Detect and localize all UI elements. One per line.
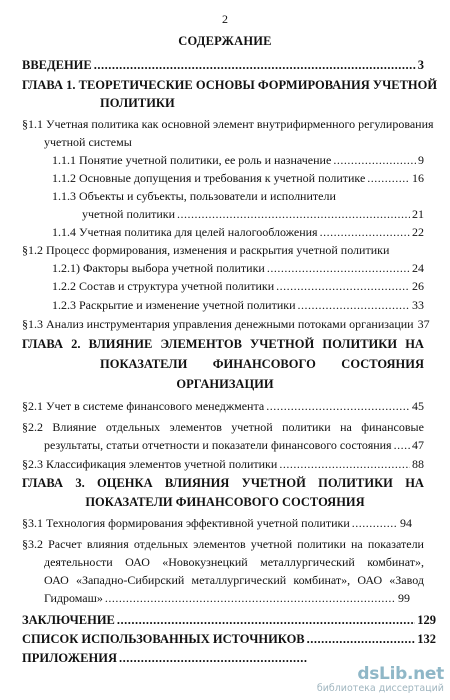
toc-entry-2-2-line1[interactable]: §2.2 Влияние отдельных элементов учетной политики на финансовые <box>22 420 424 434</box>
toc-entry-3-2-line1[interactable]: §3.2 Расчет влияния отдельных элементов учетной политики на показатели <box>22 537 424 551</box>
toc-title: СОДЕРЖАНИЕ <box>178 34 272 48</box>
toc-entry-1-1-line1[interactable]: §1.1 Учетная политика как основной элемент внутрифирменного регулирования <box>22 117 434 131</box>
toc-entry-1-1-3-line1[interactable]: 1.1.3 Объекты и субъекты, пользователи и исполнители <box>52 189 336 203</box>
toc-entry-1-2-3[interactable]: 1.2.3 Раскрытие и изменение учетной политики ..... 33 <box>52 296 424 314</box>
toc-entry-conclusion[interactable]: ЗАКЛЮЧЕНИЕ ..... 129 <box>22 611 436 629</box>
chapter-2-title-line1[interactable]: ГЛАВА 2. ВЛИЯНИЕ ЭЛЕМЕНТОВ УЧЕТНОЙ ПОЛИТИКИ НА <box>22 337 424 351</box>
toc-entry-1-1-line2[interactable]: учетной системы <box>44 135 132 149</box>
toc-entry-1-2-2[interactable]: 1.2.2 Состав и структура учетной политики ..... 26 <box>52 277 424 295</box>
toc-entry-1-2-1[interactable]: 1.2.1) Факторы выбора учетной политики ..... 24 <box>52 259 424 277</box>
dslib-watermark-logo: dsLib.net библиотека диссертаций <box>316 664 444 694</box>
toc-entry-intro[interactable]: ВВЕДЕНИЕ ..... 3 <box>22 56 424 74</box>
chapter-3-title-line2[interactable]: ПОКАЗАТЕЛИ ФИНАНСОВОГО СОСТОЯНИЯ <box>85 495 365 509</box>
toc-entry-3-1[interactable]: §3.1 Технология формирования эффективной учетной политики ..... 94 <box>22 514 412 532</box>
toc-entry-sources[interactable]: СПИСОК ИСПОЛЬЗОВАННЫХ ИСТОЧНИКОВ ..... 132 <box>22 630 436 648</box>
toc-entry-2-2-line2[interactable]: результаты, статьи отчетности и показатели финансового состояния ..... 47 <box>44 436 424 454</box>
chapter-1-title-line1[interactable]: ГЛАВА 1. ТЕОРЕТИЧЕСКИЕ ОСНОВЫ ФОРМИРОВАНИЯ УЧЕТНОЙ <box>22 78 438 92</box>
chapter-2-title-line3[interactable]: ОРГАНИЗАЦИИ <box>176 377 274 391</box>
toc-entry-3-2-line4[interactable]: Гидромаш» ..... 99 <box>44 589 410 607</box>
toc-entry-1-3[interactable]: §1.3 Анализ инструментария управления денежными потоками организации 37 <box>22 317 430 331</box>
toc-entry-1-1-1[interactable]: 1.1.1 Понятие учетной политики, ее роль и назначение ..... 9 <box>52 151 424 169</box>
toc-entry-appendix[interactable]: ПРИЛОЖЕНИЯ ..... <box>22 649 310 667</box>
dot-leader <box>94 56 416 74</box>
chapter-3-title-line1[interactable]: ГЛАВА 3. ОЦЕНКА ВЛИЯНИЯ УЧЕТНОЙ ПОЛИТИКИ НА <box>22 476 424 490</box>
toc-entry-3-2-line3[interactable]: ОАО «Западно-Сибирский металлургический комбинат», ОАО «Завод <box>44 573 424 587</box>
chapter-1-title-line2[interactable]: ПОЛИТИКИ <box>100 96 175 110</box>
toc-entry-1-1-3-line2[interactable]: учетной политики ..... 21 <box>82 205 424 223</box>
toc-entry-2-3[interactable]: §2.3 Классификация элементов учетной политики ..... 88 <box>22 455 424 473</box>
toc-entry-1-1-2[interactable]: 1.1.2 Основные допущения и требования к учетной политике ..... 16 <box>52 169 424 187</box>
toc-entry-1-1-4[interactable]: 1.1.4 Учетная политика для целей налогообложения ..... 22 <box>52 223 424 241</box>
chapter-2-title-line2[interactable]: ПОКАЗАТЕЛИ ФИНАНСОВОГО СОСТОЯНИЯ <box>100 357 424 371</box>
toc-entry-2-1[interactable]: §2.1 Учет в системе финансового менеджмента ..... 45 <box>22 397 424 415</box>
toc-entry-3-2-line2[interactable]: деятельности ОАО «Новокузнецкий металлургический комбинат», <box>44 555 424 569</box>
toc-entry-1-2[interactable]: §1.2 Процесс формирования, изменения и раскрытия учетной политики <box>22 243 390 257</box>
page-number: 2 <box>222 12 228 26</box>
